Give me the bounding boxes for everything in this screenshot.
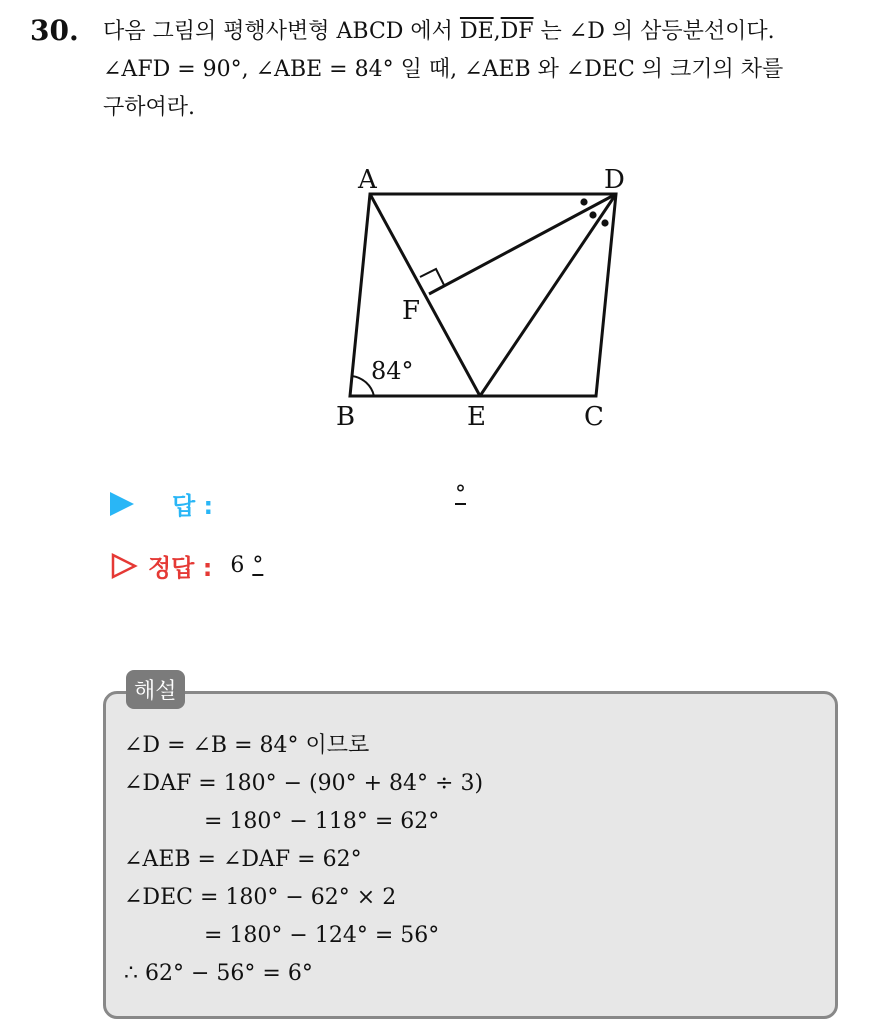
correct-marker-icon [110,552,138,580]
solution-line-4: ∠AEB = ∠DAF = 62° [124,847,362,872]
question-line-1-prefix: 다음 그림의 평행사변형 ABCD 에서 [103,19,460,44]
question-line-1-suffix: 는 ∠D 의 삼등분선이다. [533,19,775,44]
correct-answer-value: 6 [230,553,245,578]
solution-line-5: ∠DEC = 180° − 62° × 2 [124,885,397,910]
segment-de-line [480,194,616,396]
trisection-dot-2 [589,211,596,218]
solution-line-6: = 180° − 124° = 56° [204,923,440,948]
label-d: D [604,165,625,195]
label-c: C [584,402,604,432]
question-line-2: ∠AFD = 90°, ∠ABE = 84° 일 때, ∠AEB 와 ∠DEC 의 크기의 차를 [103,57,784,82]
answer-marker-icon [110,492,134,516]
solution-line-2: ∠DAF = 180° − (90° + 84° ÷ 3) [124,771,484,796]
answer-blank-unit: ° [455,482,466,507]
correct-answer-row [110,548,263,583]
answer-row [110,482,466,521]
solution-tag: 해설 [126,670,185,709]
label-a: A [358,165,377,195]
segment-df: $\overline{DF}$ [500,19,534,44]
angle-label-84: 84° [371,357,414,385]
segment-df-line [429,194,616,294]
answer-label: 답 : [172,492,214,520]
label-b: B [336,402,356,432]
right-angle-mark [420,269,444,285]
correct-answer-label: 정답 : [148,554,213,582]
trisection-dot-3 [601,219,608,226]
question-number: 30. [30,14,79,47]
solution-line-7: ∴ 62° − 56° = 6° [124,961,313,986]
label-f: F [402,296,421,326]
parallelogram-figure [320,150,650,440]
correct-answer-unit: ° [252,553,264,578]
comma: , [493,19,501,44]
solution-line-1: ∠D = ∠B = 84° 이므로 [124,733,370,758]
question-line-1 [103,14,775,50]
trisection-dot-1 [580,198,587,205]
segment-de: $\overline{DE}$ [459,19,494,44]
solution-line-3: = 180° − 118° = 62° [204,809,440,834]
question-line-3: 구하여라. [103,95,196,120]
label-e: E [467,402,486,432]
